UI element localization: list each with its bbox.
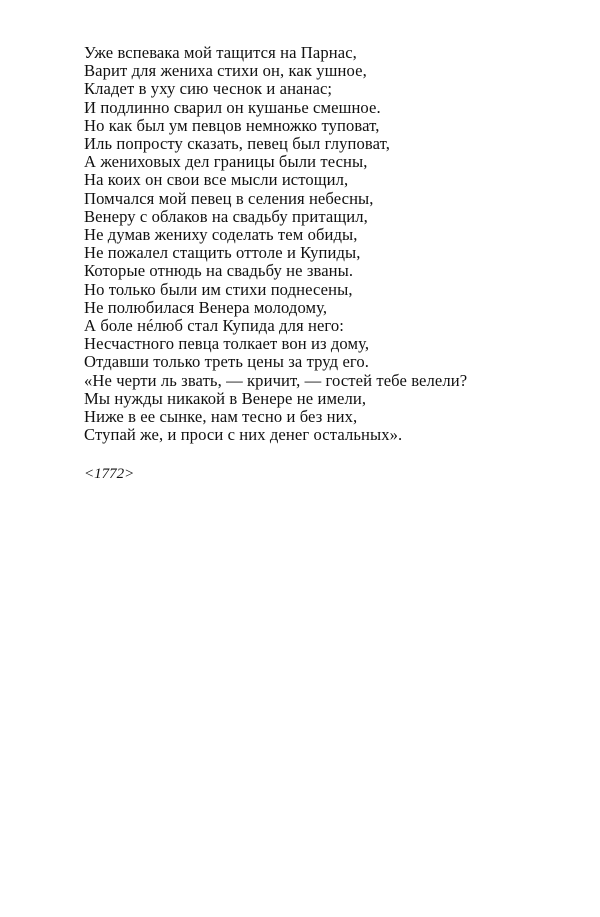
poem-line: Иль попросту сказать, певец был глуповат, (84, 134, 390, 154)
poem-line: Несчастного певца толкает вон из дому, (84, 334, 370, 354)
poem-line: Не пожалел стащить оттоле и Купиды, (84, 243, 361, 263)
poem-line: На коих он свои все мысли истощил, (84, 170, 349, 190)
poem-line: Ступай же, и проси с них денег остальных». (84, 425, 403, 445)
poem-line: Мы нужды никакой в Венере не имели, (84, 388, 367, 408)
poem-line: Уже вспевака мой тащится на Парнас, (84, 43, 357, 62)
poem-line: Венеру с облаков на свадьбу притащил, (84, 206, 368, 226)
poem-date: <1772> (84, 466, 135, 482)
poem-line: А боле нéлюб стал Купида для него: (84, 316, 345, 336)
poem-line: Не думав жениху соделать тем обиды, (84, 225, 358, 245)
poem-line: И подлинно сварил он кушанье смешное. (84, 97, 381, 117)
poem-line: А жениховых дел границы были тесны, (84, 152, 368, 172)
poem-line: Но только были им стихи поднесены, (84, 279, 353, 299)
poem-line: Которые отнюдь на свадьбу не званы. (84, 261, 354, 281)
poem-line: Помчался мой певец в селения небесны, (84, 188, 374, 208)
poem-line: Кладет в уху сию чеснок и ананас; (84, 79, 333, 99)
poem-text (84, 44, 554, 444)
poem-line: Ниже в ее сынке, нам тесно и без них, (84, 407, 358, 427)
poem-line: Варит для жениха стихи он, как ушное, (84, 61, 367, 81)
poem-line: Не полюбилася Венера молодому, (84, 297, 328, 317)
poem-line: Отдавши только треть цены за труд его. (84, 352, 370, 372)
poem-line: «Не черти ль звать, — кричит, — гостей тебе велели? (84, 370, 468, 390)
poem-line: Но как был ум певцов немножко туповат, (84, 115, 380, 135)
